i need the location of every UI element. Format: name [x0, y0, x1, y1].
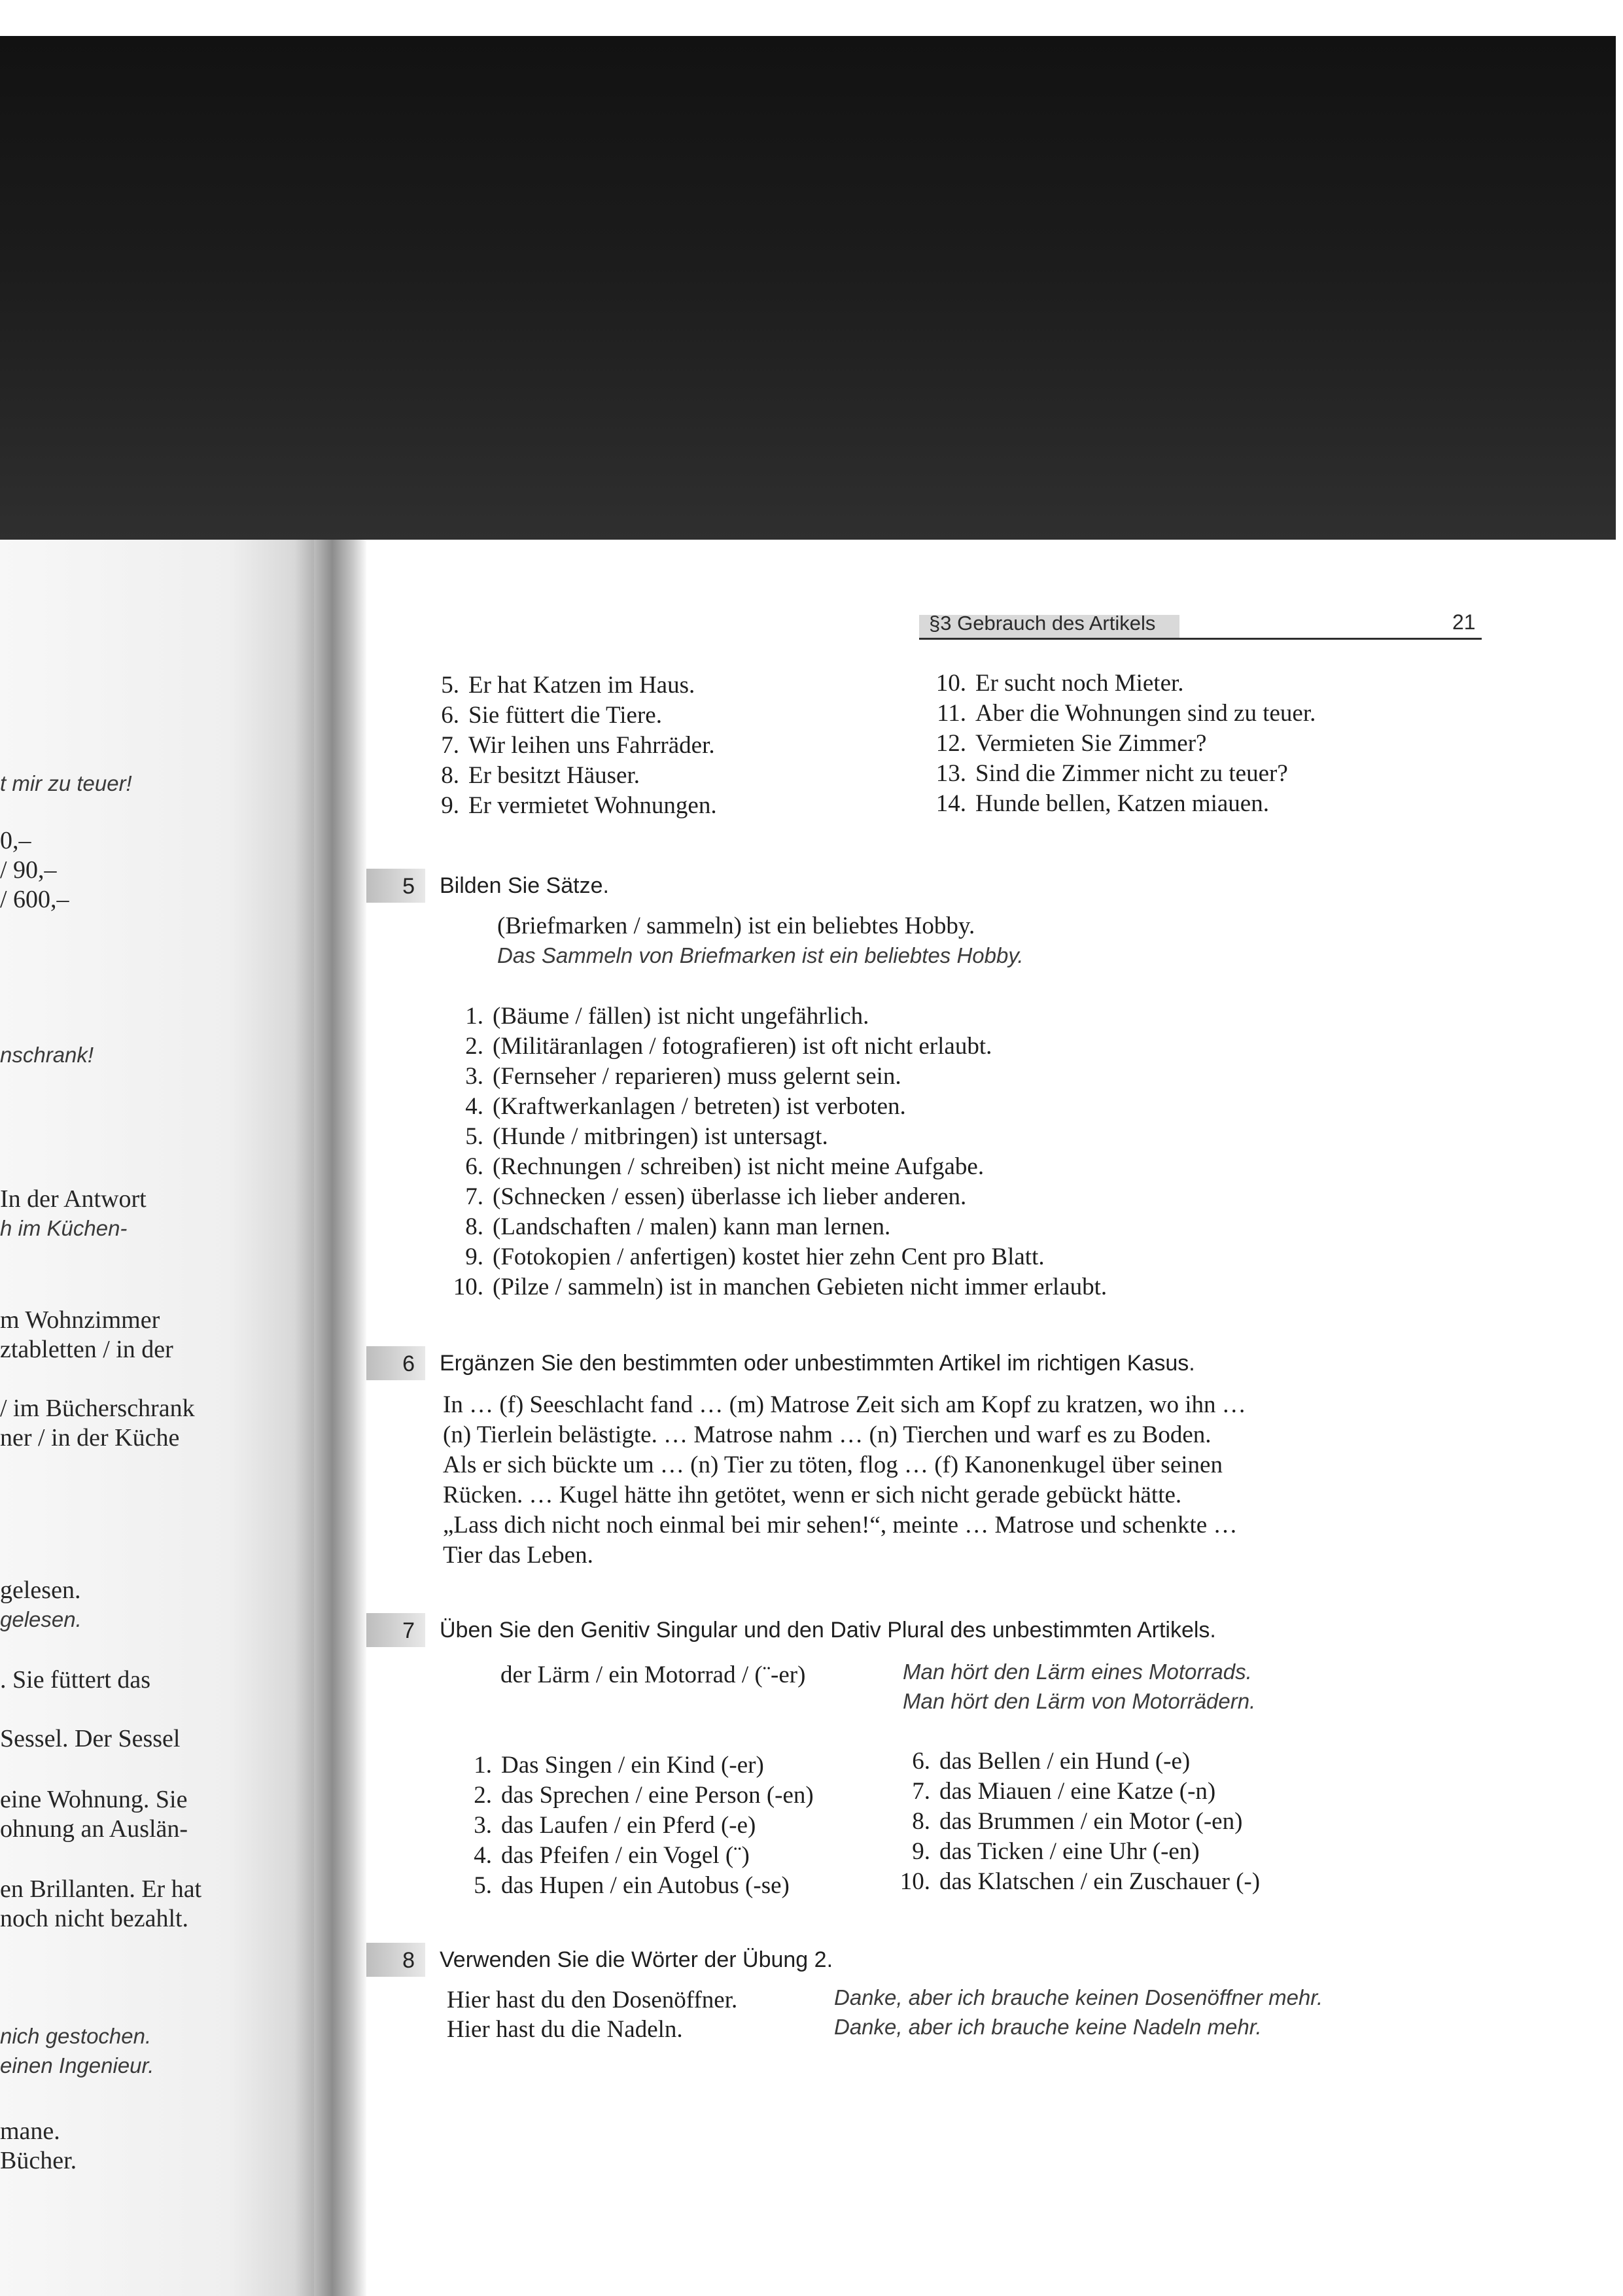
- item-text: (Landschaften / malen) kann man lernen.: [493, 1213, 891, 1240]
- exercise-item: [451, 1781, 814, 1811]
- exercise-7-header: [366, 1613, 1216, 1647]
- page-number: 21: [1452, 610, 1476, 634]
- sentence-item: [419, 761, 717, 791]
- exercise-title: Üben Sie den Genitiv Singular und den Dativ Plural des unbestimmten Artikels.: [440, 1617, 1216, 1643]
- exercise-item: [451, 1871, 814, 1901]
- item-number: 7.: [465, 1183, 483, 1210]
- example-prompt: Hier hast du die Nadeln.: [447, 2016, 683, 2043]
- left-page-fragment: mane.: [0, 2117, 60, 2145]
- item-text: Sind die Zimmer nicht zu teuer?: [975, 760, 1288, 787]
- exercise-number: 6: [402, 1351, 415, 1376]
- exercise-tab: [366, 1943, 425, 1977]
- paragraph-line: In … (f) Seeschlacht fand … (m) Matrose Zeit sich am Kopf zu kratzen, wo ihn …: [443, 1391, 1246, 1418]
- item-text: (Kraftwerkanlagen / betreten) ist verboten.: [493, 1093, 906, 1120]
- example-response: Danke, aber ich brauche keinen Dosenöffner mehr.: [834, 1985, 1323, 2009]
- exercise-item: [443, 1122, 1107, 1152]
- item-text: Er besitzt Häuser.: [468, 762, 640, 789]
- item-number: 3.: [474, 1812, 492, 1839]
- item-text: Hunde bellen, Katzen miauen.: [975, 790, 1269, 817]
- item-text: (Hunde / mitbringen) ist untersagt.: [493, 1123, 828, 1150]
- left-page-fragment: ner / in der Küche: [0, 1424, 180, 1452]
- item-number: 4.: [474, 1842, 492, 1869]
- item-text: Er hat Katzen im Haus.: [468, 672, 695, 699]
- sentence-item: [919, 669, 1316, 699]
- item-text: (Fotokopien / anfertigen) kostet hier zehn Cent pro Blatt.: [493, 1244, 1045, 1270]
- item-number: 10.: [453, 1274, 483, 1300]
- sentence-item: [419, 670, 717, 701]
- left-page-fragment: ohnung an Auslän-: [0, 1815, 188, 1843]
- left-page-fragment: 0,–: [0, 827, 31, 854]
- example-answer: Das Sammeln von Briefmarken ist ein beliebtes Hobby.: [497, 943, 1024, 967]
- left-page-fragment: einen Ingenieur.: [0, 2053, 154, 2078]
- item-text: Wir leihen uns Fahrräder.: [468, 732, 715, 759]
- exercise-item: [451, 1750, 814, 1781]
- left-page-fragment: Sessel. Der Sessel: [0, 1725, 181, 1752]
- exercise-6-header: [366, 1346, 1195, 1380]
- item-text: das Pfeifen / ein Vogel (¨): [501, 1842, 750, 1869]
- exercise-item: [443, 1212, 1107, 1242]
- left-page-fragment: en Brillanten. Er hat: [0, 1875, 202, 1903]
- exercise-item: [443, 1001, 1107, 1032]
- item-number: 12.: [935, 730, 966, 757]
- sentence-item: [919, 729, 1316, 759]
- sentence-item: [419, 731, 717, 761]
- left-page-fragment: . Sie füttert das: [0, 1666, 151, 1694]
- item-text: das Sprechen / eine Person (-en): [501, 1782, 814, 1809]
- exercise-item: [883, 1837, 1260, 1867]
- paragraph-line: Rücken. … Kugel hätte ihn getötet, wenn er sich nicht gerade gebückt hätte.: [443, 1482, 1182, 1508]
- example-sentence: (Briefmarken / sammeln) ist ein beliebtes Hobby.: [497, 913, 975, 939]
- example-response: Danke, aber ich brauche keine Nadeln mehr.: [834, 2015, 1262, 2039]
- paragraph-line: (n) Tierlein belästigte. … Matrose nahm … (n) Tierchen und warf es zu Boden.: [443, 1421, 1212, 1448]
- left-page-fragment: m Wohnzimmer: [0, 1306, 160, 1334]
- left-page-fragment: h im Küchen-: [0, 1216, 128, 1240]
- item-text: (Rechnungen / schreiben) ist nicht meine Aufgabe.: [493, 1153, 985, 1180]
- exercise-item: [883, 1807, 1260, 1837]
- item-number: 5.: [465, 1123, 483, 1150]
- item-number: 6.: [441, 702, 459, 729]
- item-number: 10.: [935, 670, 966, 697]
- item-number: 8.: [441, 762, 459, 789]
- left-page-fragment: ztabletten / in der: [0, 1336, 173, 1363]
- exercise-8-header: [366, 1943, 833, 1977]
- exercise-7-items-right: [883, 1747, 1260, 1897]
- exercise-item: [443, 1032, 1107, 1062]
- sentence-item: [419, 791, 717, 821]
- item-text: das Bellen / ein Hund (-e): [939, 1748, 1191, 1775]
- item-number: 2.: [465, 1033, 483, 1060]
- exercise-item: [883, 1867, 1260, 1897]
- exercise-item: [443, 1062, 1107, 1092]
- item-text: Aber die Wohnungen sind zu teuer.: [975, 700, 1316, 727]
- exercise-7-items-left: [451, 1750, 814, 1901]
- left-page-fragment: noch nicht bezahlt.: [0, 1905, 189, 1932]
- exercise-number: 8: [402, 1948, 415, 1973]
- header-rule: [919, 638, 1482, 640]
- item-number: 9.: [465, 1244, 483, 1270]
- item-text: das Miauen / eine Katze (-n): [939, 1778, 1216, 1805]
- item-number: 9.: [912, 1838, 930, 1865]
- sentence-item: [919, 699, 1316, 729]
- item-text: Das Singen / ein Kind (-er): [501, 1752, 764, 1779]
- exercise-item: [443, 1272, 1107, 1302]
- item-number: 3.: [465, 1063, 483, 1090]
- left-page-fragment: / 600,–: [0, 886, 69, 913]
- exercise-tab: [366, 869, 425, 903]
- item-number: 6.: [912, 1748, 930, 1775]
- left-page-fragment: Bücher.: [0, 2147, 77, 2174]
- left-page-fragment: t mir zu teuer!: [0, 771, 132, 795]
- exercise-number: 5: [402, 874, 415, 899]
- item-number: 11.: [937, 700, 966, 727]
- item-number: 13.: [935, 760, 966, 787]
- item-number: 8.: [465, 1213, 483, 1240]
- item-text: das Klatschen / ein Zuschauer (-): [939, 1868, 1261, 1895]
- left-page-fragment: nschrank!: [0, 1043, 94, 1067]
- exercise-tab: [366, 1346, 425, 1380]
- exercise-5-header: [366, 869, 609, 903]
- chapter-title: §3 Gebrauch des Artikels: [929, 612, 1156, 635]
- item-number: 7.: [441, 732, 459, 759]
- item-number: 1.: [474, 1752, 492, 1779]
- example-prompt: Hier hast du den Dosenöffner.: [447, 1987, 738, 2013]
- exercise-item: [451, 1841, 814, 1871]
- left-page-fragment: nich gestochen.: [0, 2024, 152, 2048]
- item-text: (Fernseher / reparieren) muss gelernt sein.: [493, 1063, 901, 1090]
- exercise-item: [443, 1182, 1107, 1212]
- exercise-number: 7: [402, 1618, 415, 1643]
- example-phrase: der Lärm / ein Motorrad / (¨-er): [500, 1661, 806, 1688]
- item-text: (Pilze / sammeln) ist in manchen Gebieten nicht immer erlaubt.: [493, 1274, 1108, 1300]
- item-text: das Hupen / ein Autobus (-se): [501, 1872, 790, 1899]
- item-number: 9.: [441, 792, 459, 819]
- sentence-list-left: [419, 670, 717, 821]
- exercise-tab: [366, 1613, 425, 1647]
- item-number: 10.: [899, 1868, 930, 1895]
- paragraph-line: Tier das Leben.: [443, 1542, 593, 1569]
- scanner-shadow: [0, 36, 1616, 540]
- exercise-item: [443, 1242, 1107, 1272]
- left-page-fragment: eine Wohnung. Sie: [0, 1786, 188, 1813]
- exercise-item: [883, 1777, 1260, 1807]
- item-number: 1.: [465, 1003, 483, 1030]
- item-number: 8.: [912, 1808, 930, 1835]
- item-number: 5.: [441, 672, 459, 699]
- paragraph-line: „Lass dich nicht noch einmal bei mir sehen!“, meinte … Matrose und schenkte …: [443, 1512, 1238, 1539]
- exercise-item: [443, 1152, 1107, 1182]
- exercise-6-text: [443, 1390, 1398, 1571]
- paragraph-line: Als er sich bückte um … (n) Tier zu töten, flog … (f) Kanonenkugel über seinen: [443, 1452, 1223, 1478]
- exercise-title: Ergänzen Sie den bestimmten oder unbestimmten Artikel im richtigen Kasus.: [440, 1350, 1195, 1376]
- item-number: 4.: [465, 1093, 483, 1120]
- item-text: Er sucht noch Mieter.: [975, 670, 1184, 697]
- left-page-fragment: gelesen.: [0, 1576, 81, 1604]
- book-gutter: [314, 540, 366, 2296]
- exercise-item: [443, 1092, 1107, 1122]
- item-number: 6.: [465, 1153, 483, 1180]
- item-text: (Schnecken / essen) überlasse ich lieber anderen.: [493, 1183, 967, 1210]
- item-number: 5.: [474, 1872, 492, 1899]
- item-number: 14.: [935, 790, 966, 817]
- item-text: das Laufen / ein Pferd (-e): [501, 1812, 756, 1839]
- item-text: das Brummen / ein Motor (-en): [939, 1808, 1243, 1835]
- item-text: Er vermietet Wohnungen.: [468, 792, 717, 819]
- example-answer-genitive: Man hört den Lärm eines Motorrads.: [903, 1660, 1252, 1684]
- sentence-item: [919, 789, 1316, 819]
- item-text: Vermieten Sie Zimmer?: [975, 730, 1207, 757]
- left-page: [0, 540, 327, 2296]
- sentence-item: [419, 701, 717, 731]
- item-number: 7.: [912, 1778, 930, 1805]
- sentence-list-right: [919, 669, 1316, 819]
- exercise-5-items: [443, 1001, 1107, 1302]
- exercise-title: Bilden Sie Sätze.: [440, 873, 609, 898]
- item-number: 2.: [474, 1782, 492, 1809]
- left-page-fragment: gelesen.: [0, 1607, 82, 1631]
- item-text: das Ticken / eine Uhr (-en): [939, 1838, 1200, 1865]
- item-text: (Bäume / fällen) ist nicht ungefährlich.: [493, 1003, 869, 1030]
- item-text: Sie füttert die Tiere.: [468, 702, 662, 729]
- item-text: (Militäranlagen / fotografieren) ist oft nicht erlaubt.: [493, 1033, 992, 1060]
- left-page-fragment: / 90,–: [0, 856, 57, 884]
- left-page-fragment: / im Bücherschrank: [0, 1395, 195, 1422]
- left-page-fragment: In der Antwort: [0, 1185, 147, 1213]
- exercise-item: [883, 1747, 1260, 1777]
- example-answer-dative: Man hört den Lärm von Motorrädern.: [903, 1689, 1256, 1713]
- exercise-title: Verwenden Sie die Wörter der Übung 2.: [440, 1947, 833, 1972]
- exercise-item: [451, 1811, 814, 1841]
- sentence-item: [919, 759, 1316, 789]
